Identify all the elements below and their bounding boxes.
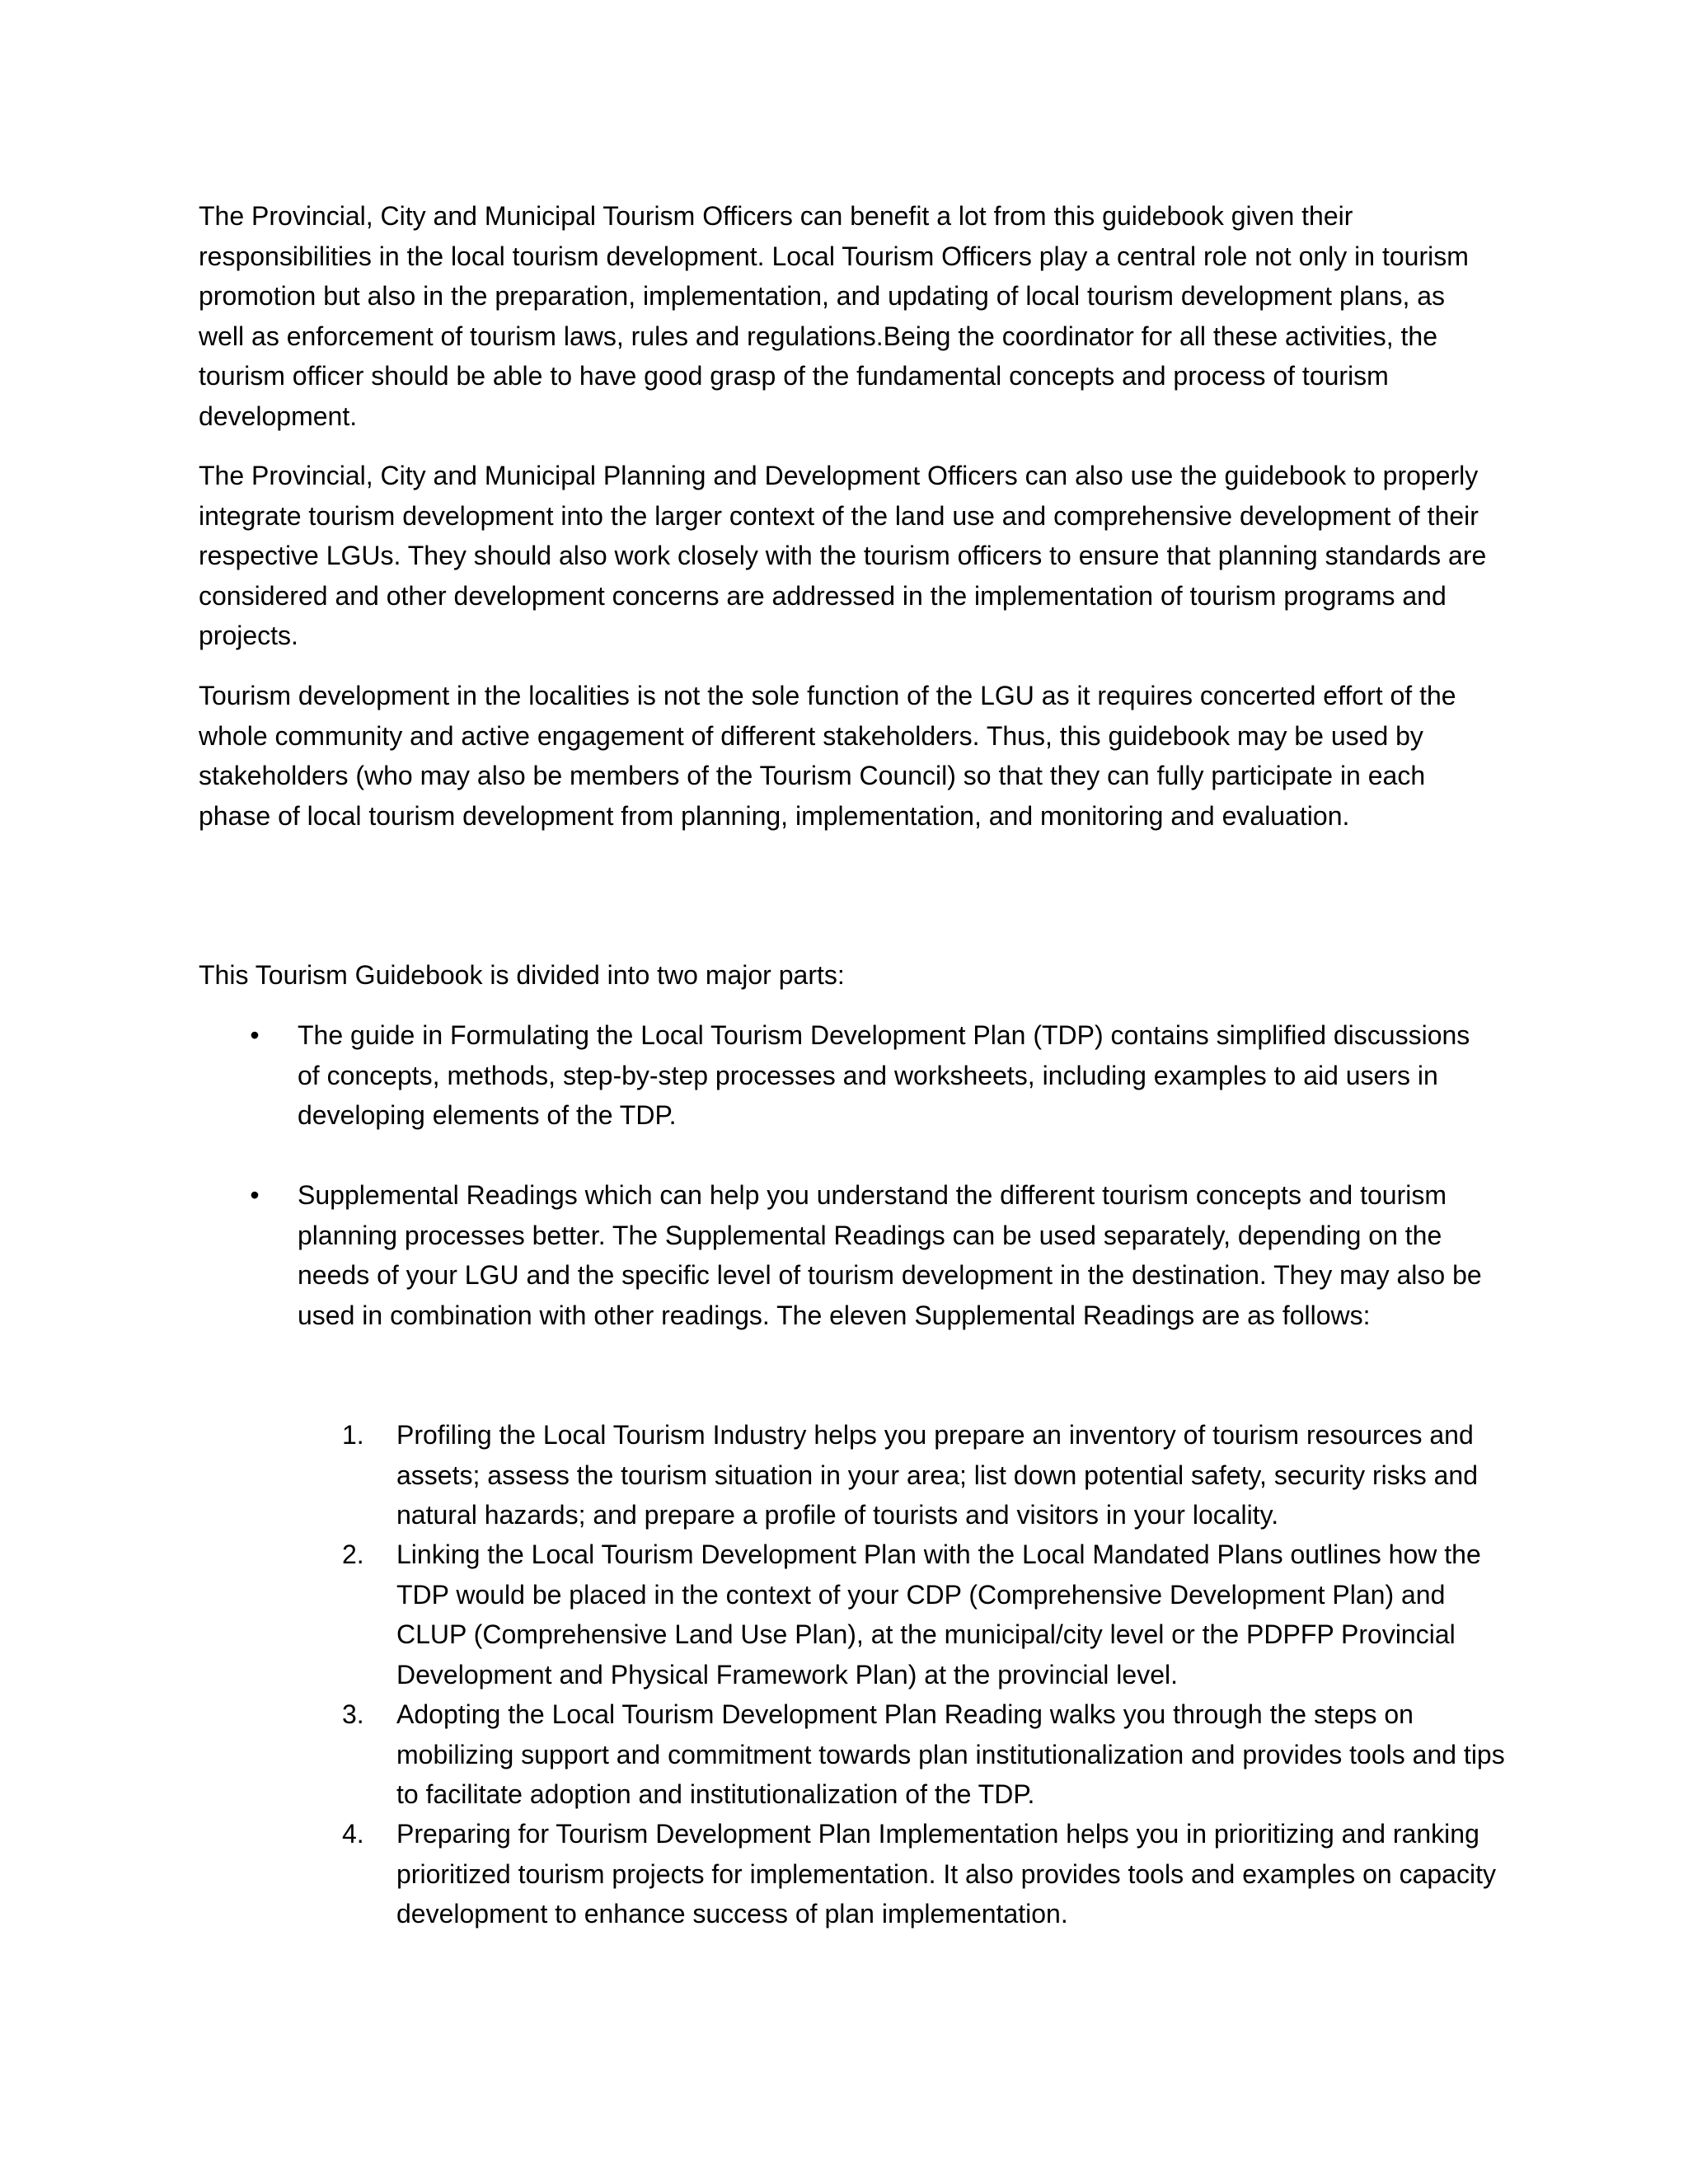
list-number: 2. <box>342 1540 364 1569</box>
bullet-icon: • <box>250 1020 260 1050</box>
list-number: 3. <box>342 1699 364 1729</box>
bullet-icon: • <box>250 1180 260 1210</box>
numbered-item-3 <box>298 1694 1509 1815</box>
list-item-text: Preparing for Tourism Development Plan Implementation helps you in prioritizing and ranking prioritized tourism projects for implementation. It also provides tools and examples on capacity development to enhance success of plan implementation. <box>396 1819 1496 1929</box>
list-item-text: Profiling the Local Tourism Industry helps you prepare an inventory of tourism resources and assets; assess the tourism situation in your area; list down potential safety, security risks and natural hazards; and prepare a profile of tourists and visitors in your locality. <box>396 1420 1478 1530</box>
list-number: 1. <box>342 1420 364 1450</box>
bullet-text: Supplemental Readings which can help you understand the different tourism concepts and tourism planning processes better. The Supplemental Readings can be used separately, depending on the needs of your LGU and the specific level of tourism development in the destination. They may also be used in combination with other readings. The eleven Supplemental Readings are as follows: <box>298 1180 1482 1330</box>
bullet-item-tdp-guide <box>199 1015 1491 1136</box>
paragraph-tourism-officers: The Provincial, City and Municipal Tourism Officers can benefit a lot from this guidebook given their responsibilities in the local tourism development. Local Tourism Officers play a central role not only in tourism promotion but also in the preparation, implementation, and updating of local tourism development plans, as well as enforcement of tourism laws, rules and regulations.Being the coordinator for all these activities, the tourism officer should be able to have good grasp of the fundamental concepts and process of tourism development. <box>199 201 1469 431</box>
bullet-item-supplemental-readings <box>199 1175 1491 1335</box>
bullet-text: The guide in Formulating the Local Tourism Development Plan (TDP) contains simplified discussions of concepts, methods, step-by-step processes and worksheets, including examples to aid users in developing elements of the TDP. <box>298 1020 1470 1130</box>
numbered-item-2 <box>298 1535 1509 1694</box>
paragraph-stakeholders: Tourism development in the localities is not the sole function of the LGU as it requires concerted effort of the whole community and active engagement of different stakeholders. Thus, this guidebook may be used by stakeholders (who may also be members of the Tourism Council) so that they can fully participate in each phase of local tourism development from planning, implementation, and monitoring and evaluation. <box>199 681 1456 831</box>
list-item-text: Adopting the Local Tourism Development Plan Reading walks you through the steps on mobilizing support and commitment towards plan institutionalization and provides tools and tips to facilitate adoption and institutionalization of the TDP. <box>396 1699 1505 1809</box>
list-number: 4. <box>342 1819 364 1849</box>
numbered-item-1 <box>298 1415 1509 1535</box>
numbered-item-4 <box>298 1814 1509 1934</box>
paragraph-planning-officers: The Provincial, City and Municipal Planning and Development Officers can also use the guidebook to properly integrate tourism development into the larger context of the land use and comprehensive development of their respective LGUs. They should also work closely with the tourism officers to ensure that planning standards are considered and other development concerns are addressed in the implementation of tourism programs and projects. <box>199 461 1487 650</box>
intro-two-parts: This Tourism Guidebook is divided into two major parts: <box>199 960 845 990</box>
list-item-text: Linking the Local Tourism Development Plan with the Local Mandated Plans outlines how the TDP would be placed in the context of your CDP (Comprehensive Development Plan) and CLUP (Comprehensive Land Use Plan), at the municipal/city level or the PDPFP Provincial Development and Physical Framework Plan) at the provincial level. <box>396 1540 1481 1690</box>
